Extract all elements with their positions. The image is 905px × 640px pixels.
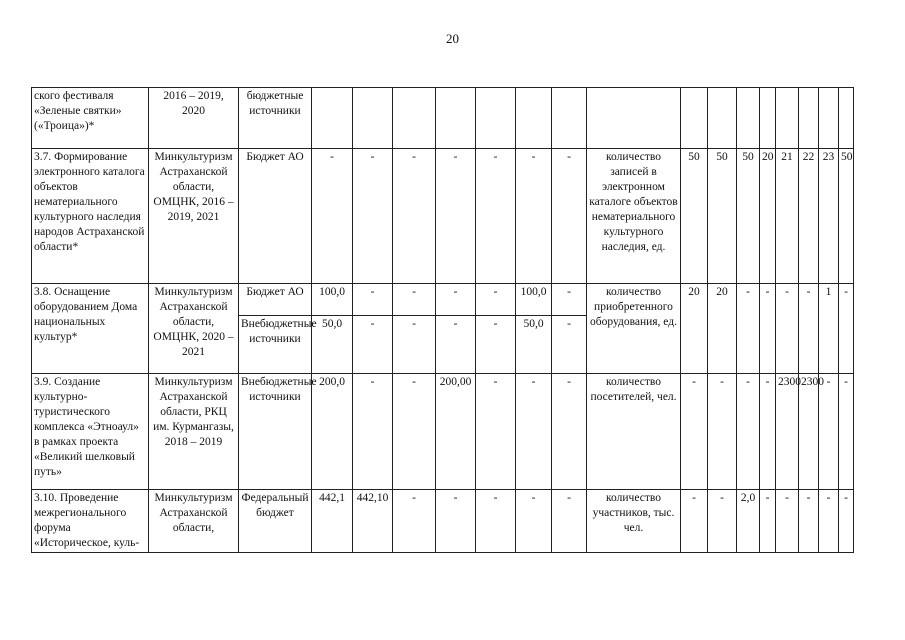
measure-name: 3.8. Оснащение оборудованием Дома национальных культур* — [32, 284, 149, 374]
table-row — [32, 284, 854, 316]
indicator-value: 1 — [819, 284, 839, 374]
indicator: количество участников, тыс. чел. — [587, 490, 681, 553]
indicator-value: 50 — [839, 149, 854, 284]
finance-cell — [312, 88, 353, 149]
finance-cell: - — [552, 316, 587, 374]
indicator-value — [819, 88, 839, 149]
funding-source: Бюджет АО — [239, 284, 312, 316]
indicator-value: - — [760, 284, 776, 374]
indicator-value: - — [760, 490, 776, 553]
indicator-value: 20 — [760, 149, 776, 284]
finance-cell: 50,0 — [312, 316, 353, 374]
finance-cell: - — [552, 284, 587, 316]
measure-name: 3.7. Формирование электронного каталога объектов нематериального культурного наследия народов Астраханской области* — [32, 149, 149, 284]
indicator-value: - — [839, 284, 854, 374]
indicator-value: 50 — [737, 149, 760, 284]
indicator-value: - — [799, 490, 819, 553]
measure-name: ского фестиваля «Зеленые святки» («Троица»)* — [32, 88, 149, 149]
finance-cell: - — [436, 149, 476, 284]
indicator-value — [776, 88, 799, 149]
finance-cell: 442,10 — [353, 490, 393, 553]
measure-name: 3.10. Проведение межрегионального форума «Историческое, куль- — [32, 490, 149, 553]
indicator: количество приобретенного оборудования, ед. — [587, 284, 681, 374]
finance-cell: - — [312, 149, 353, 284]
finance-cell — [516, 88, 552, 149]
funding-source: Внебюджетные источники — [239, 374, 312, 490]
table-row — [32, 88, 854, 149]
indicator: количество записей в электронном каталоге объектов нематериального культурного наследия, ед. — [587, 149, 681, 284]
indicator-value: - — [681, 374, 708, 490]
finance-cell: 100,0 — [516, 284, 552, 316]
finance-cell: - — [436, 490, 476, 553]
finance-cell: - — [552, 374, 587, 490]
finance-cell: - — [552, 490, 587, 553]
indicator-value: - — [737, 374, 760, 490]
executor-period: Минкультуризм Астраханской области, — [149, 490, 239, 553]
indicator-value — [708, 88, 737, 149]
finance-cell: 50,0 — [516, 316, 552, 374]
indicator-value: 20 — [708, 284, 737, 374]
finance-cell: - — [476, 374, 516, 490]
indicator-value: - — [708, 374, 737, 490]
indicator-value: 2300 — [776, 374, 799, 490]
funding-source: бюджетные источники — [239, 88, 312, 149]
table-row — [32, 374, 854, 490]
measure-name: 3.9. Создание культурно-туристического комплекса «Этноаул» в рамках проекта «Великий шелковый путь» — [32, 374, 149, 490]
executor-period: Минкультуризм Астраханской области, ОМЦНК, 2016 – 2019, 2021 — [149, 149, 239, 284]
finance-cell: - — [476, 316, 516, 374]
indicator: количество посетителей, чел. — [587, 374, 681, 490]
table-row — [32, 490, 854, 553]
finance-cell: - — [516, 374, 552, 490]
finance-cell: - — [353, 374, 393, 490]
finance-cell — [393, 88, 436, 149]
finance-cell: - — [353, 316, 393, 374]
finance-cell: - — [476, 149, 516, 284]
finance-cell: - — [516, 149, 552, 284]
indicator-value: - — [760, 374, 776, 490]
finance-cell — [436, 88, 476, 149]
indicator-value — [737, 88, 760, 149]
indicator-value: - — [819, 374, 839, 490]
indicator-value: - — [839, 374, 854, 490]
indicator-value — [839, 88, 854, 149]
finance-cell: - — [353, 149, 393, 284]
finance-cell — [552, 88, 587, 149]
finance-cell: - — [552, 149, 587, 284]
finance-cell: - — [476, 284, 516, 316]
indicator-value: 50 — [681, 149, 708, 284]
finance-cell: 200,0 — [312, 374, 353, 490]
executor-period: 2016 – 2019, 2020 — [149, 88, 239, 149]
indicator — [587, 88, 681, 149]
finance-cell: - — [476, 490, 516, 553]
indicator-value: 2,0 — [737, 490, 760, 553]
finance-cell — [476, 88, 516, 149]
indicator-value: - — [799, 284, 819, 374]
indicator-value: - — [708, 490, 737, 553]
indicator-value: - — [776, 490, 799, 553]
finance-cell: - — [393, 490, 436, 553]
executor-period: Минкультуризм Астраханской области, РКЦ им. Курмангазы, 2018 – 2019 — [149, 374, 239, 490]
indicator-value: - — [737, 284, 760, 374]
indicator-value: - — [681, 490, 708, 553]
funding-source: Федеральный бюджет — [239, 490, 312, 553]
finance-cell: 442,1 — [312, 490, 353, 553]
indicator-value: 21 — [776, 149, 799, 284]
indicator-value — [681, 88, 708, 149]
page-number: 20 — [446, 31, 459, 46]
finance-cell — [353, 88, 393, 149]
finance-cell: - — [393, 374, 436, 490]
indicator-value: - — [839, 490, 854, 553]
finance-cell: 200,00 — [436, 374, 476, 490]
table-row — [32, 149, 854, 284]
funding-source: Внебюджетные источники — [239, 316, 312, 374]
finance-cell: - — [516, 490, 552, 553]
indicator-value: 20 — [681, 284, 708, 374]
indicator-value: 23 — [819, 149, 839, 284]
indicator-value: 2300 — [799, 374, 819, 490]
indicator-value — [799, 88, 819, 149]
funding-source: Бюджет АО — [239, 149, 312, 284]
indicator-value — [760, 88, 776, 149]
indicator-value: 22 — [799, 149, 819, 284]
finance-cell: - — [353, 284, 393, 316]
program-table — [31, 87, 854, 553]
finance-cell: - — [393, 149, 436, 284]
executor-period: Минкультуризм Астраханской области, ОМЦНК, 2020 – 2021 — [149, 284, 239, 374]
finance-cell: - — [393, 284, 436, 316]
finance-cell: - — [393, 316, 436, 374]
indicator-value: - — [819, 490, 839, 553]
finance-cell: - — [436, 284, 476, 316]
finance-cell: - — [436, 316, 476, 374]
indicator-value: 50 — [708, 149, 737, 284]
indicator-value: - — [776, 284, 799, 374]
finance-cell: 100,0 — [312, 284, 353, 316]
